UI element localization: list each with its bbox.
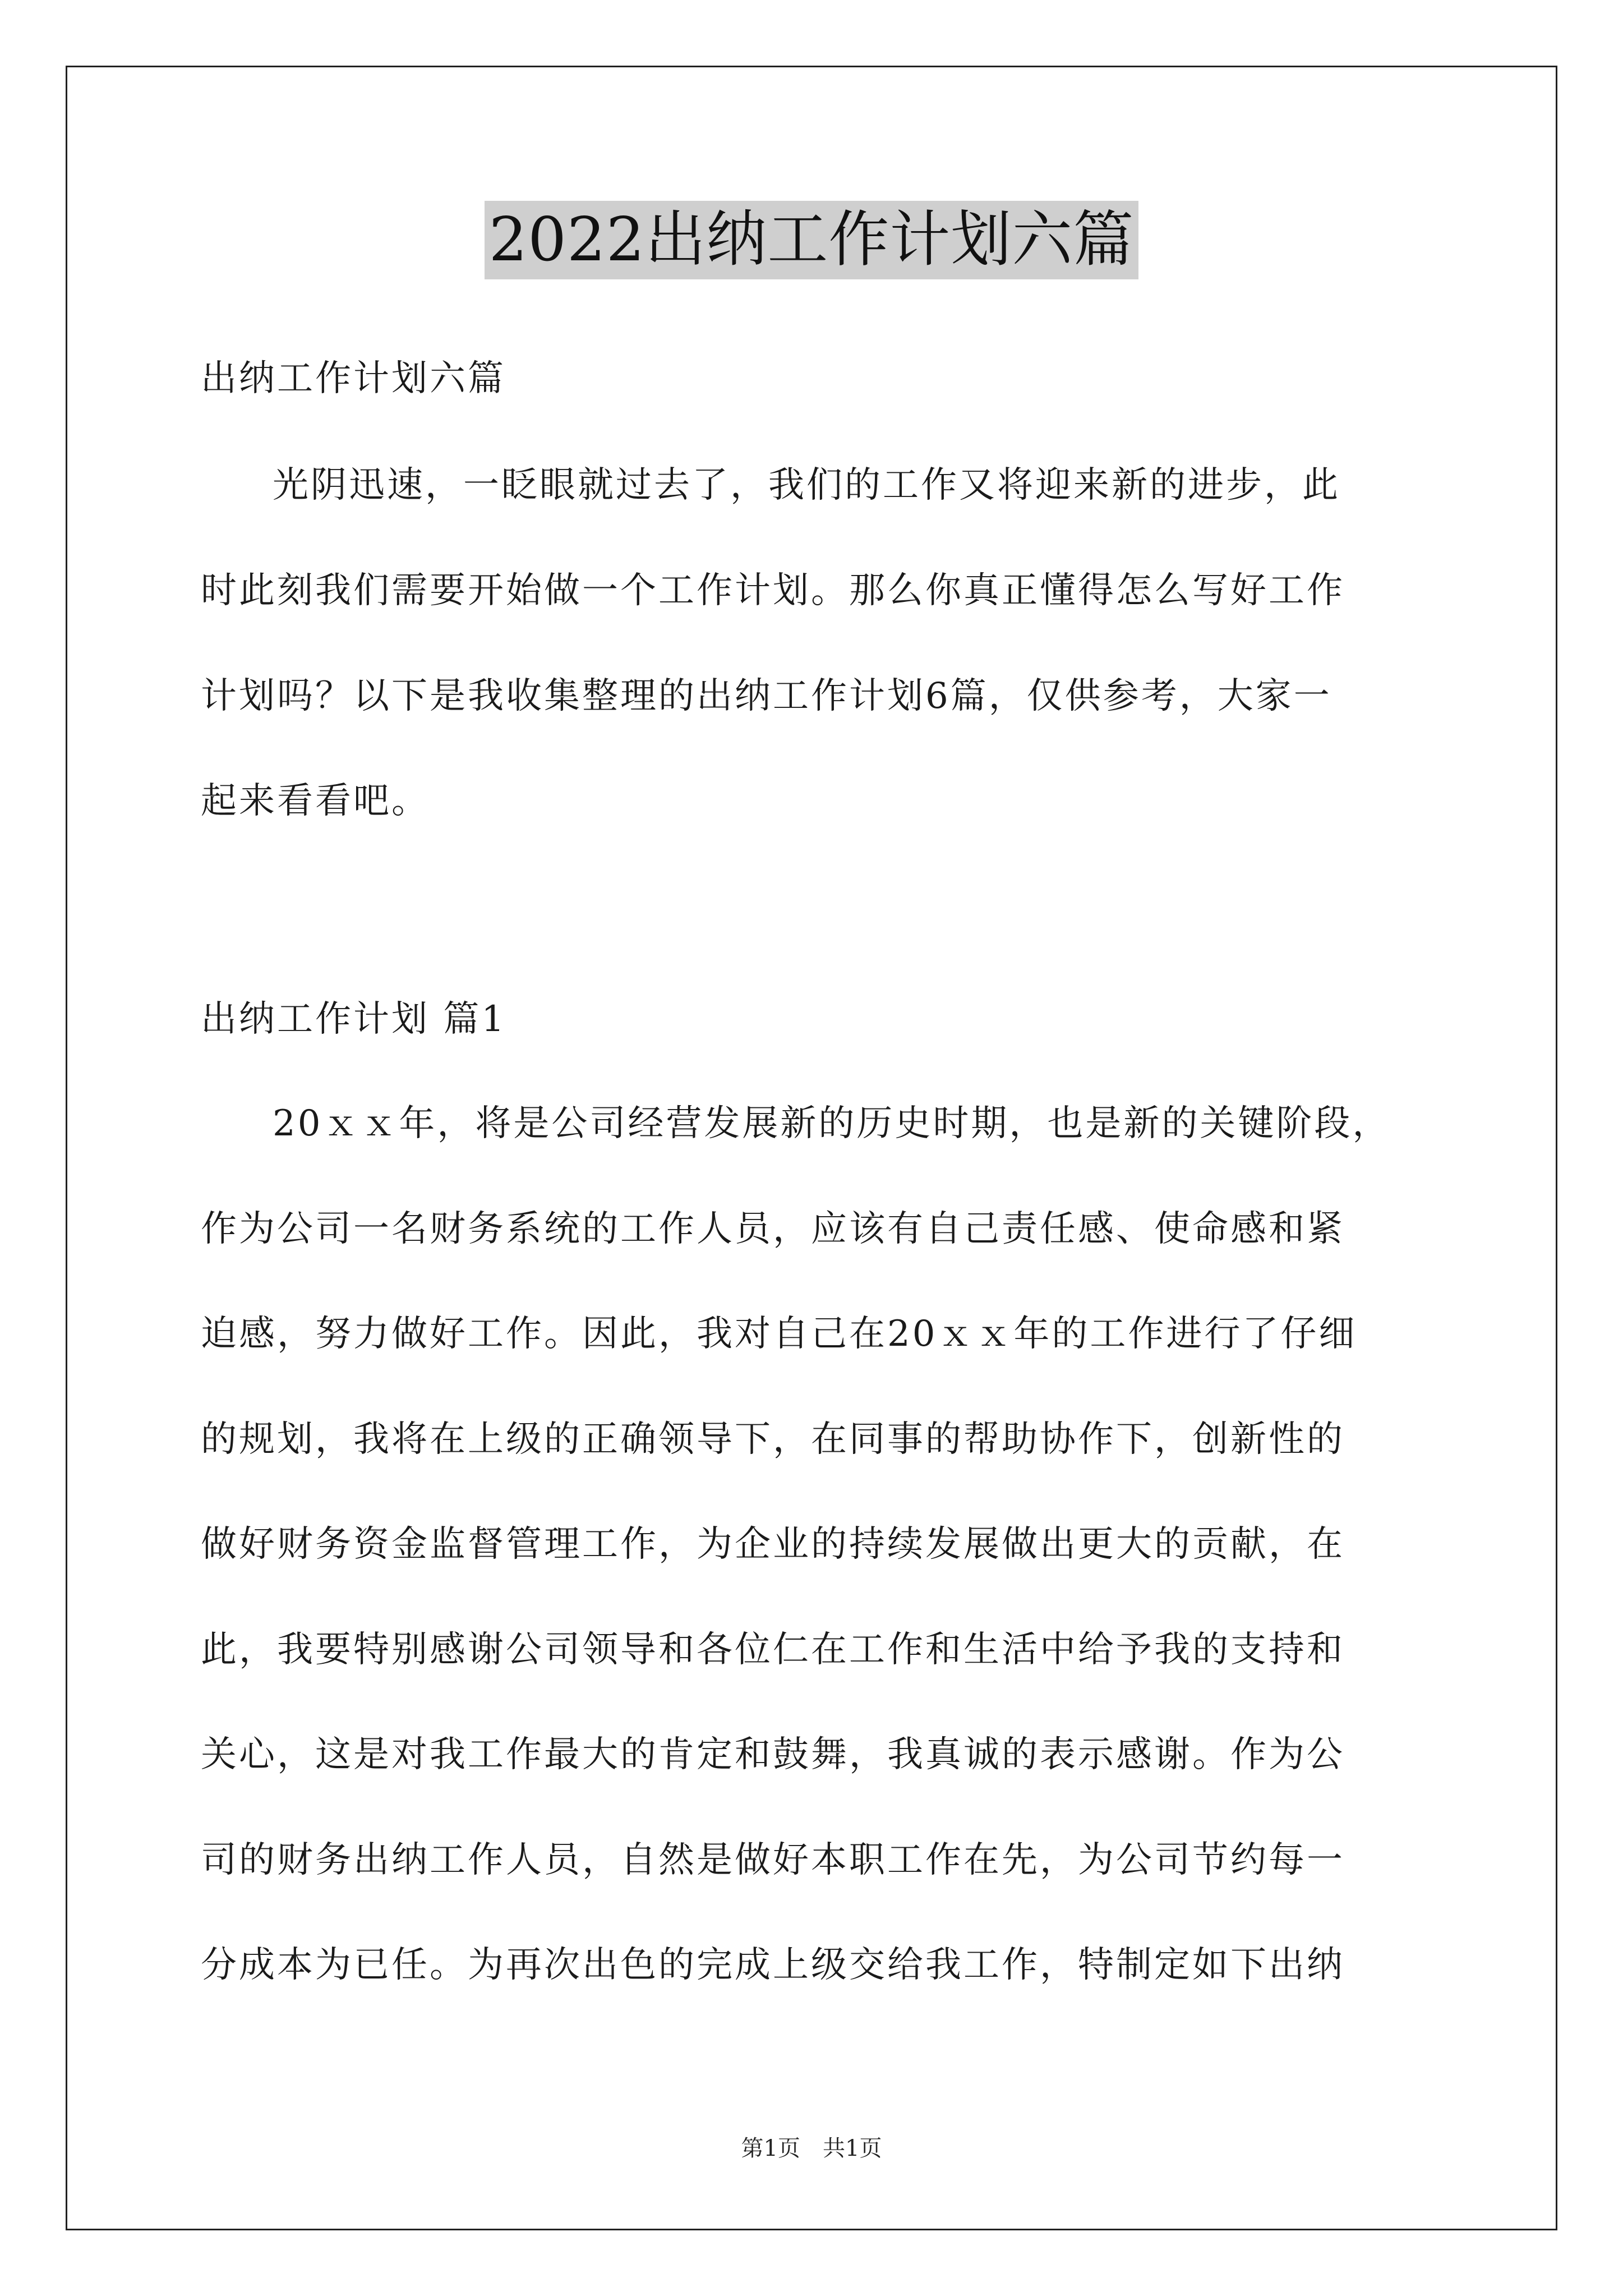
section-paragraph-line: 此，我要特别感谢公司领导和各位仁在工作和生活中给予我的支持和 <box>201 1629 1345 1671</box>
section-paragraph-line: 20ｘｘ年，将是公司经营发展新的历史时期，也是新的关键阶段， <box>273 1103 1391 1144</box>
section-paragraph-line: 关心，这是对我工作最大的肯定和鼓舞，我真诚的表示感谢。作为公 <box>201 1734 1345 1775</box>
section-heading: 出纳工作计划 篇1 <box>201 999 507 1040</box>
document-title: 2022出纳工作计划六篇 <box>485 201 1139 279</box>
intro-paragraph-line: 时此刻我们需要开始做一个工作计划。那么你真正懂得怎么写好工作 <box>201 570 1345 611</box>
section-paragraph-line: 迫感，努力做好工作。因此，我对自己在20ｘｘ年的工作进行了仔细 <box>201 1313 1357 1355</box>
intro-paragraph-line: 计划吗？以下是我收集整理的出纳工作计划6篇，仅供参考，大家一 <box>201 675 1332 717</box>
intro-paragraph-line: 光阴迅速，一眨眼就过去了，我们的工作又将迎来新的进步，此 <box>273 464 1340 506</box>
section-paragraph-line: 的规划，我将在上级的正确领导下，在同事的帮助协作下，创新性的 <box>201 1419 1345 1460</box>
section-paragraph-line: 作为公司一名财务系统的工作人员，应该有自己责任感、使命感和紧 <box>201 1208 1345 1250</box>
title-container <box>0 201 1623 279</box>
intro-paragraph-line: 起来看看吧。 <box>201 780 430 822</box>
document-subtitle: 出纳工作计划六篇 <box>201 358 506 399</box>
section-paragraph-line: 司的财务出纳工作人员，自然是做好本职工作在先，为公司节约每一 <box>201 1839 1345 1881</box>
page-footer: 第1页 共1页 <box>741 2136 882 2161</box>
section-paragraph-line: 分成本为已任。为再次出色的完成上级交给我工作，特制定如下出纳 <box>201 1944 1345 1986</box>
section-paragraph-line: 做好财务资金监督管理工作，为企业的持续发展做出更大的贡献，在 <box>201 1524 1345 1565</box>
